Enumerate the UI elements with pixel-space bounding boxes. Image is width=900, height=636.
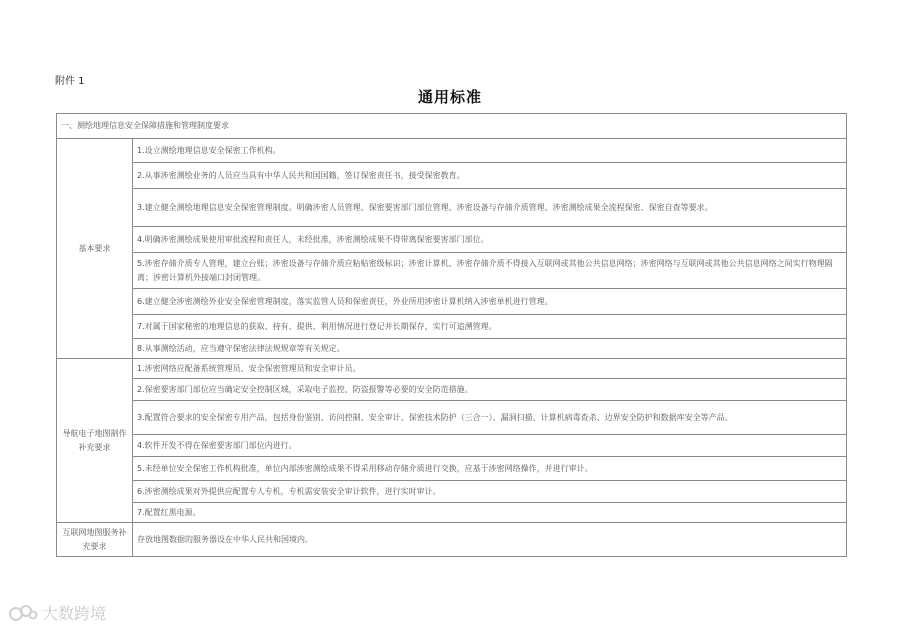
requirement-item: 3.配置符合要求的安全保密专用产品，包括身份鉴别、访问控制、安全审计、保密技术防护（三合一）、漏洞扫描、计算机病毒查杀、边界安全防护和数据库安全等产品。: [133, 401, 847, 435]
section-heading: 一、测绘地理信息安全保障措施和管理制度要求: [57, 114, 847, 139]
requirement-item: 6.涉密测绘成果对外提供应配置专人专机，专机需安装安全审计软件，进行实时审计。: [133, 481, 847, 503]
requirement-item: 7.配置红黑电源。: [133, 503, 847, 523]
table-row: [57, 523, 847, 557]
table-row: [57, 253, 847, 289]
table-row: [57, 289, 847, 315]
requirement-item: 4.软件开发不得在保密要害部门部位内进行。: [133, 435, 847, 457]
table-row: [57, 503, 847, 523]
table-row: [57, 379, 847, 401]
requirement-item: 1.设立测绘地理信息安全保密工作机构。: [133, 139, 847, 163]
requirement-item: 5.未经单位安全保密工作机构批准，单位内部涉密测绘成果不得采用移动存储介质进行交换，应基于涉密网络操作，并进行审计。: [133, 457, 847, 481]
requirement-item: 8.从事测绘活动，应当遵守保密法律法规规章等有关规定。: [133, 339, 847, 359]
requirement-item: 4.明确涉密测绘成果使用审批流程和责任人，未经批准，涉密测绘成果不得带离保密要害部门部位。: [133, 227, 847, 253]
requirement-item: 7.对属于国家秘密的地理信息的获取、持有、提供、利用情况进行登记并长期保存，实行可追溯管理。: [133, 315, 847, 339]
standards-table: [56, 113, 847, 557]
table-row: [57, 315, 847, 339]
table-row: [57, 359, 847, 379]
category-basic: 基本要求: [57, 139, 133, 359]
watermark-text: 大数跨境: [42, 604, 107, 623]
section-row: [57, 114, 847, 139]
category-navigation-map: [57, 359, 133, 523]
table-row: [57, 227, 847, 253]
table-row: [57, 481, 847, 503]
brand-logo-icon: [8, 602, 38, 624]
page-title: 通用标准: [417, 88, 482, 106]
requirement-item: 5.涉密存储介质专人管理，建立台账；涉密设备与存储介质应粘贴密级标识；涉密计算机、涉密存储介质不得接入互联网或其他公共信息网络；涉密网络与互联网或其他公共信息网络之间实行物理隔离；涉密计算机外接端口封闭管理。: [133, 253, 847, 289]
category-label: 导航电子地图制作补充要求: [62, 428, 127, 452]
table-row: [57, 457, 847, 481]
requirement-item: 3.建立健全测绘地理信息安全保密管理制度。明确涉密人员管理、保密要害部门部位管理、涉密设备与存储介质管理、涉密测绘成果全流程保密、保密自查等要求。: [133, 189, 847, 227]
table-row: [57, 189, 847, 227]
table-row: [57, 401, 847, 435]
requirement-item: 存放地图数据的服务器设在中华人民共和国境内。: [133, 523, 847, 557]
watermark: [8, 601, 106, 624]
requirement-item: 2.从事涉密测绘业务的人员应当具有中华人民共和国国籍，签订保密责任书，接受保密教育。: [133, 163, 847, 189]
requirement-item: 6.建立健全涉密测绘外业安全保密管理制度，落实监管人员和保密责任，外业所用涉密计算机纳入涉密单机进行管理。: [133, 289, 847, 315]
requirement-item: 2.保密要害部门部位应当确定安全控制区域，采取电子监控、防盗报警等必要的安全防范措施。: [133, 379, 847, 401]
table-row: [57, 163, 847, 189]
category-internet-map: 互联网地图服务补充要求: [57, 523, 133, 557]
attachment-label: 附件 1: [55, 76, 85, 87]
table-row: [57, 339, 847, 359]
table-row: [57, 435, 847, 457]
table-row: [57, 139, 847, 163]
requirement-item: 1.涉密网络应配备系统管理员、安全保密管理员和安全审计员。: [133, 359, 847, 379]
